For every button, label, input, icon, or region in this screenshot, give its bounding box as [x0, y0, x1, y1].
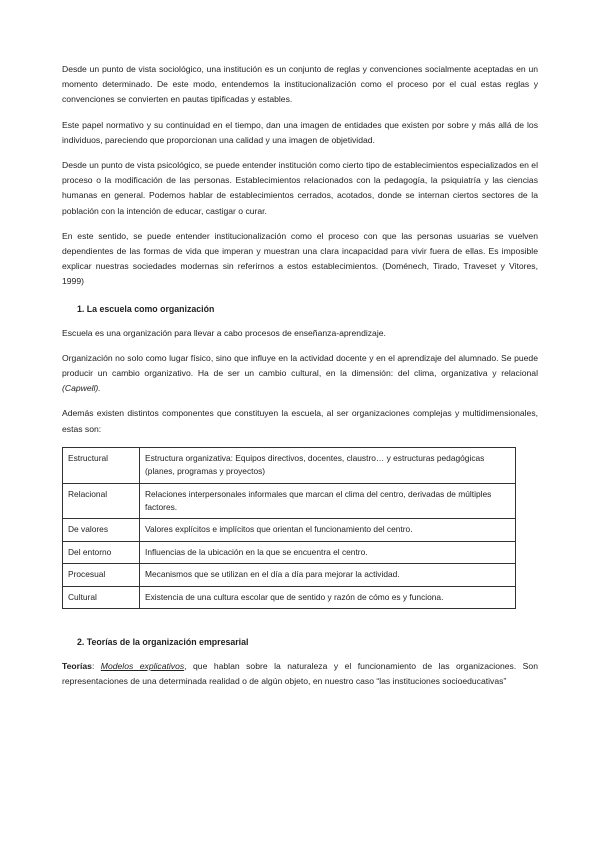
paragraph-components: Además existen distintos componentes que constituyen la escuela, al ser organizaciones complejas y multidimensionales, estas son: [62, 408, 538, 434]
component-description: Existencia de una cultura escolar que de sentido y razón de cómo es y funciona. [140, 586, 516, 608]
component-description: Relaciones interpersonales informales que marcan el clima del centro, derivadas de múltiples factores. [140, 483, 516, 519]
table-row [63, 564, 516, 586]
paragraph-sociological: Desde un punto de vista sociológico, una institución es un conjunto de reglas y convenciones socialmente aceptadas en un momento determinado. De este modo, entendemos la institucionalización como el proceso por el cual estas reglas y convenciones se convierten en pautas tipificadas y estables. [62, 64, 538, 105]
organization-text: Organización no solo como lugar físico, sino que influye en la actividad docente y en el aprendizaje del alumnado. Se puede producir un cambio organizativo. Ha de ser un cambio cultural, en la dimensión: del clima, organizativa y relacional [62, 352, 538, 379]
component-name: Relacional [63, 483, 140, 519]
heading-organization-theories: 2. Teorías de la organización empresarial [77, 637, 249, 648]
models-underlined: Modelos explicativos [100, 661, 185, 672]
component-description: Influencias de la ubicación en la que se encuentra el centro. [140, 541, 516, 563]
paragraph-normative: Este papel normativo y su continuidad en el tiempo, dan una imagen de entidades que existen por sobre y más allá de los individuos, pareciendo que proporcionan una calidad y una imagen de objetividad. [62, 119, 538, 145]
theories-models [101, 661, 184, 671]
table-row [63, 483, 516, 519]
table-row [63, 586, 516, 608]
component-description: Mecanismos que se utilizan en el día a día para mejorar la actividad. [140, 564, 516, 586]
component-description: Valores explícitos e implícitos que orientan el funcionamiento del centro. [140, 519, 516, 541]
component-description: Estructura organizativa: Equipos directivos, docentes, claustro… y estructuras pedagógicas (planes, programas y proyectos) [140, 447, 516, 483]
paragraph-psychological: Desde un punto de vista psicológico, se puede entender institución como cierto tipo de establecimientos especializados en el proceso o la modificación de las personas. Establecimientos relacionados con la pedagogía, la psiquiatría y las ciencias humanas en general. Podemos hablar de establecimientos cerrados, acotados, donde se internan ciertos sectores de la población con la intención de educar, castigar o curar. [62, 160, 538, 216]
component-name: Cultural [63, 586, 140, 608]
theories-colon: : [91, 661, 101, 672]
components-table [62, 447, 516, 609]
citation: (Capwell). [62, 383, 101, 394]
paragraph-institutionalization: En este sentido, se puede entender institucionalización como el proceso con que las personas usuarias se vuelven dependientes de las formas de vida que imperan y muestran una clara incapacidad para vivir fuera de ellas. Es imposible explicar nuestras sociedades modernas sin referirnos a estos establecimientos. (Doménech, Tirado, Traveset y Vitores, 1999) [62, 230, 538, 287]
table-row [63, 519, 516, 541]
paragraph-organization [62, 351, 538, 397]
theories-label: Teorías [62, 661, 92, 672]
heading-school-organization: 1. La escuela como organización [77, 303, 215, 314]
table-row [63, 541, 516, 563]
paragraph-school-definition: Escuela es una organización para llevar a cabo procesos de enseñanza-aprendizaje. [62, 327, 386, 338]
theories-text: , que hablan sobre la naturaleza y el funcionamiento de las organizaciones. Son representaciones de una determinada realidad o de algún objeto, en nuestro caso “las instituciones socioeducativas” [62, 661, 538, 687]
component-name: Procesual [63, 564, 140, 586]
component-name: Estructural [63, 447, 140, 483]
document-body [62, 62, 538, 700]
table-row [63, 447, 516, 483]
paragraph-theories [62, 659, 538, 689]
component-name: De valores [63, 519, 140, 541]
component-name: Del entorno [63, 541, 140, 563]
